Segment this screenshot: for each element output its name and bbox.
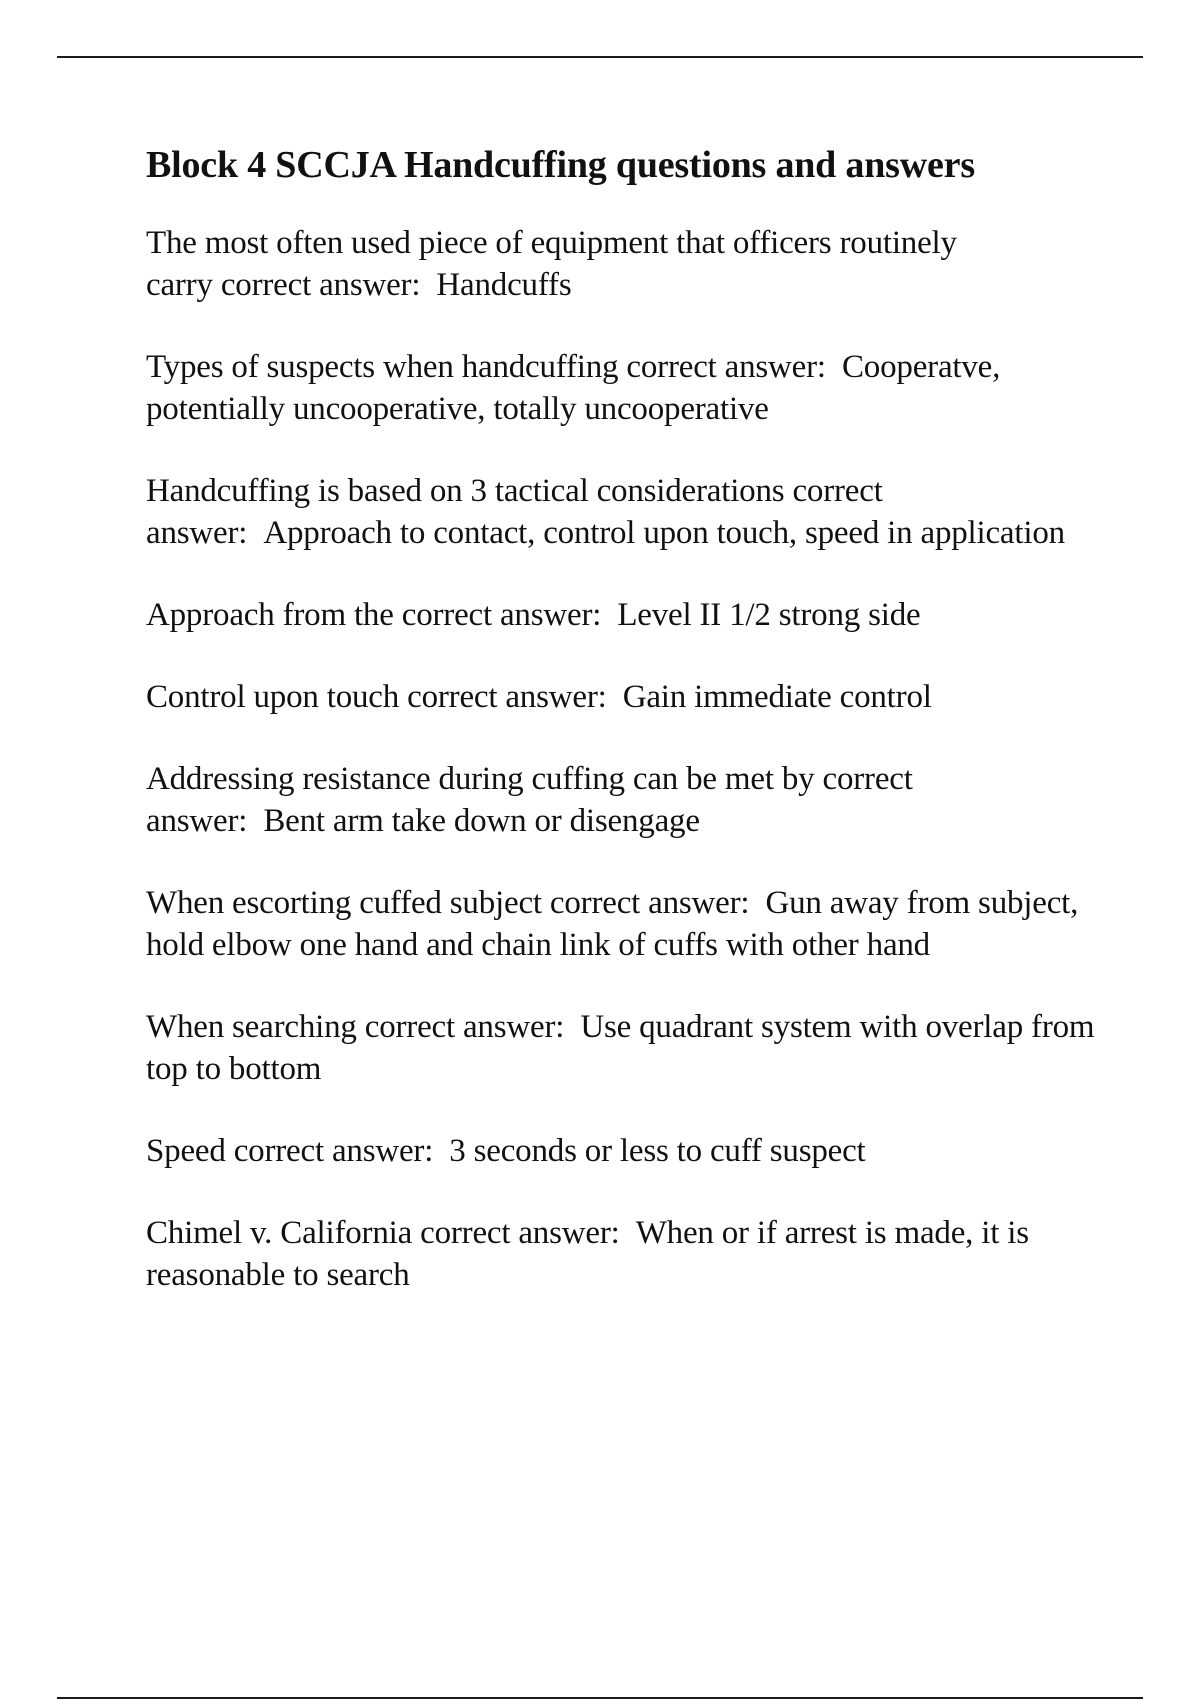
question-text: Speed (146, 1133, 226, 1169)
qa-item (146, 1006, 1096, 1090)
answer-label: correct answer: (401, 597, 602, 633)
answer-text: Gun away from subject, hold elbow one hand and chain link of cuffs with other hand (146, 885, 1079, 963)
document-title: Block 4 SCCJA Handcuffing questions and answers (146, 144, 975, 186)
qa-item (146, 470, 1096, 554)
question-text: Types of suspects when handcuffing (146, 349, 619, 385)
qa-item (146, 676, 1096, 718)
answer-label: correct answer: (420, 1215, 620, 1251)
answer-label: correct answer: (626, 349, 826, 385)
answer-text: Handcuffs (436, 267, 572, 303)
answer-label: correct answer: (233, 1133, 434, 1169)
answer-text: Use quadrant system with overlap from top to bottom (146, 1009, 1095, 1087)
answer-label: correct answer: (146, 473, 883, 551)
document-body (146, 142, 1096, 1336)
qa-item (146, 222, 1096, 306)
qa-item (146, 882, 1096, 966)
answer-text: When or if arrest is made, it is reasonable to search (146, 1215, 1029, 1293)
answer-label: correct answer: (407, 679, 607, 715)
answer-text: Approach to contact, control upon touch, speed in application (263, 515, 1065, 551)
answer-text: Bent arm take down or disengage (263, 803, 700, 839)
answer-text: Level II 1/2 strong side (617, 597, 921, 633)
question-text: Control upon touch (146, 679, 400, 715)
question-text: Handcuffing is based on 3 tactical considerations (146, 473, 785, 509)
qa-item (146, 1212, 1096, 1296)
qa-item (146, 594, 1096, 636)
question-text: The most often used piece of equipment that officers routinely carry (146, 225, 957, 303)
bottom-rule (57, 1697, 1143, 1699)
answer-label: correct answer: (364, 1009, 565, 1045)
question-text: When searching (146, 1009, 357, 1045)
answer-label: correct answer: (549, 885, 750, 921)
qa-item (146, 1130, 1096, 1172)
question-text: When escorting cuffed subject (146, 885, 542, 921)
answer-label: correct answer: (146, 761, 913, 839)
top-rule (57, 56, 1143, 58)
qa-item (146, 346, 1096, 430)
question-text: Chimel v. California (146, 1215, 413, 1251)
question-text: Addressing resistance during cuffing can be met by (146, 761, 815, 797)
answer-text: 3 seconds or less to cuff suspect (449, 1133, 866, 1169)
answer-text: Cooperatve, potentially uncooperative, totally uncooperative (146, 349, 1001, 427)
answer-text: Gain immediate control (622, 679, 932, 715)
answer-label: correct answer: (220, 267, 421, 303)
question-text: Approach from the (146, 597, 394, 633)
qa-item (146, 758, 1096, 842)
